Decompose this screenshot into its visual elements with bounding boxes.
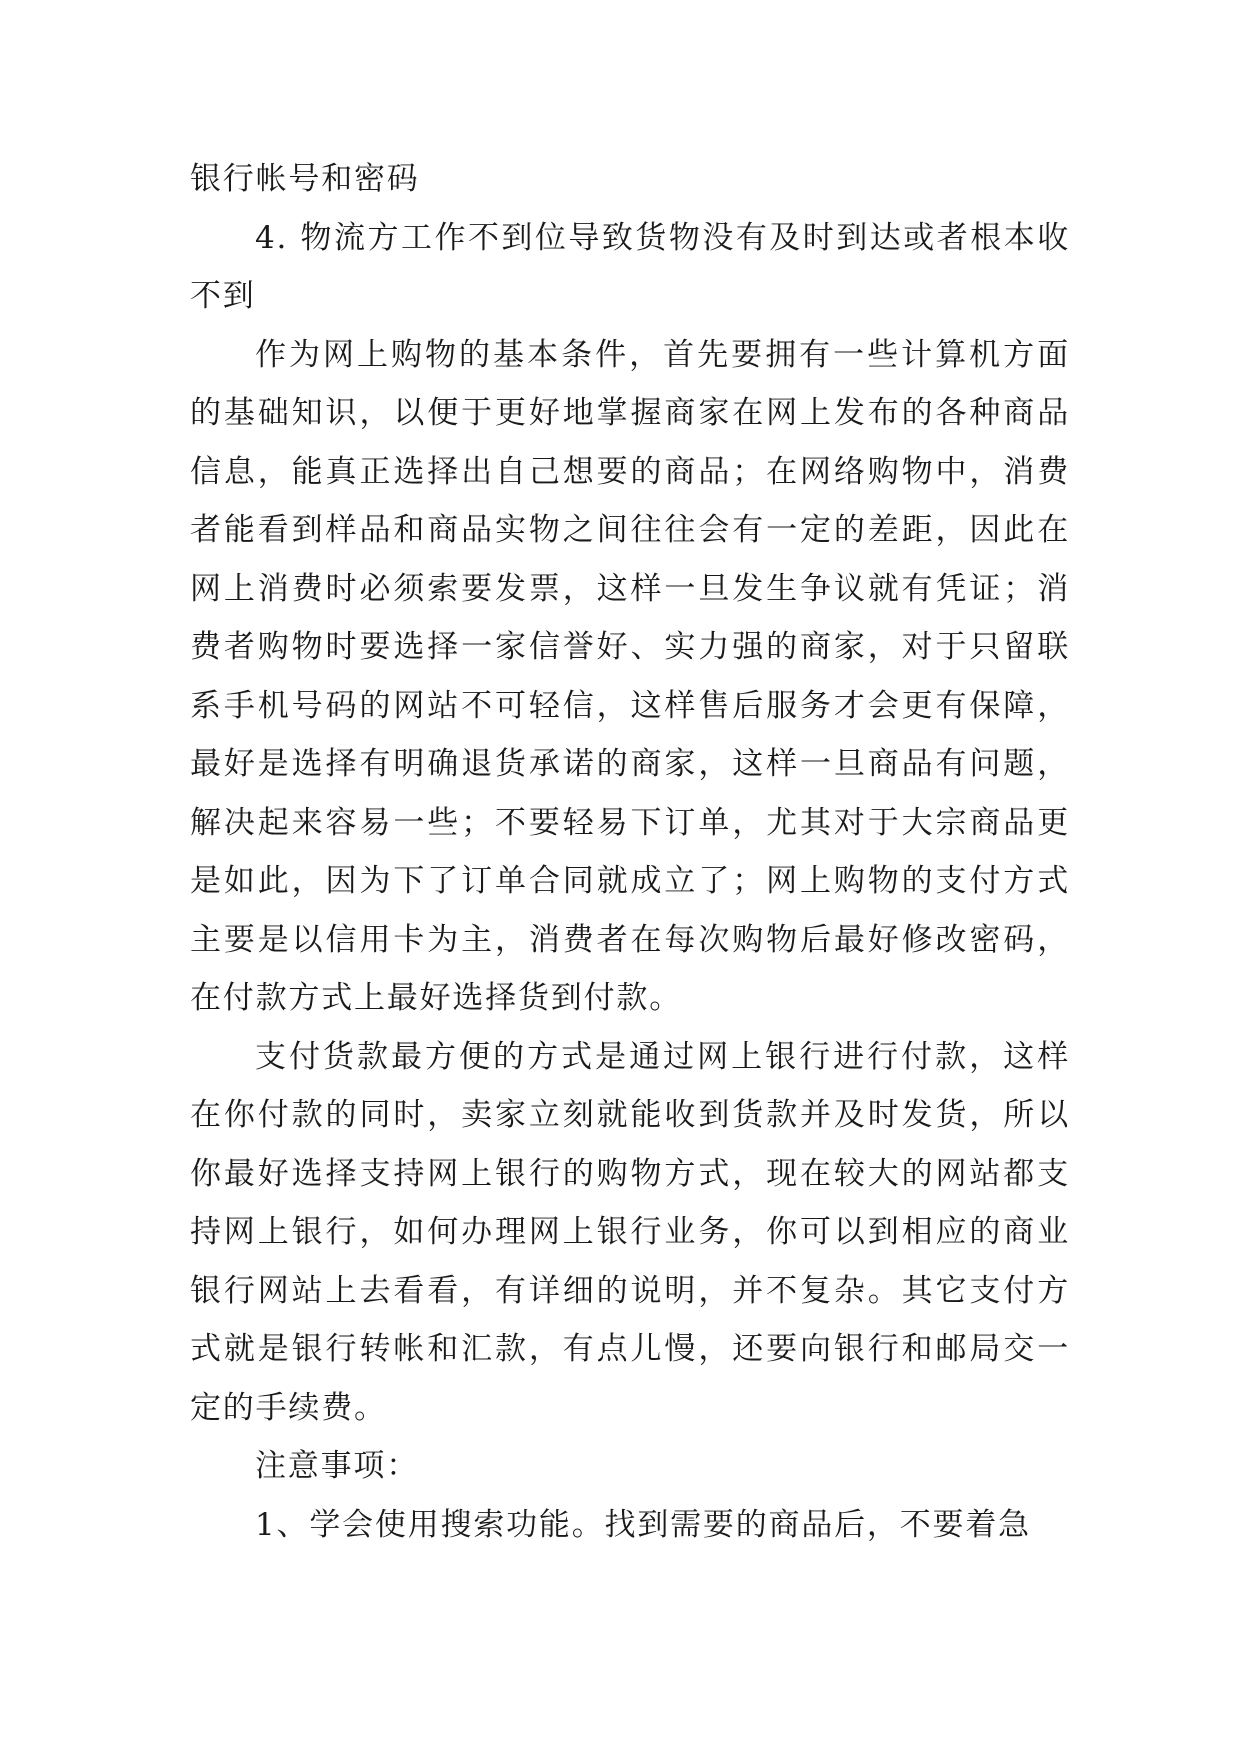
paragraph-notes-heading: 注意事项： [255, 1448, 419, 1484]
paragraph-payment-methods: 支付货款最方便的方式是通过网上银行进行付款，这样在你付款的同时，卖家立刻就能收到货款并及时发货，所以你最好选择支持网上银行的购物方式，现在较大的网站都支持网上银行，如何办理网上银行业务，你可以到相应的商业银行网站上去看看，有详细的说明，并不复杂。其它支付方式就是银行转帐和汇款，有点儿慢，还要向银行和邮局交一定的手续费。 [190, 1038, 1070, 1426]
paragraph-continuation: 银行帐号和密码 [190, 161, 420, 197]
paragraph-note-item-1: 1、学会使用搜索功能。找到需要的商品后，不要着急 [255, 1506, 1031, 1543]
document-page [190, 150, 1070, 1554]
paragraph-logistics-issue: 4. 物流方工作不到位导致货物没有及时到达或者根本收不到 [190, 219, 1070, 314]
paragraph-shopping-conditions: 作为网上购物的基本条件，首先要拥有一些计算机方面的基础知识，以便于更好地掌握商家在网上发布的各种商品信息，能真正选择出自己想要的商品；在网络购物中，消费者能看到样品和商品实物之间往往会有一定的差距，因此在网上消费时必须索要发票，这样一旦发生争议就有凭证；消费者购物时要选择一家信誉好、实力强的商家，对于只留联系手机号码的网站不可轻信，这样售后服务才会更有保障，最好是选择有明确退货承诺的商家，这样一旦商品有问题，解决起来容易一些；不要轻易下订单，尤其对于大宗商品更是如此，因为下了订单合同就成立了；网上购物的支付方式主要是以信用卡为主，消费者在每次购物后最好修改密码，在付款方式上最好选择货到付款。 [190, 336, 1070, 1016]
